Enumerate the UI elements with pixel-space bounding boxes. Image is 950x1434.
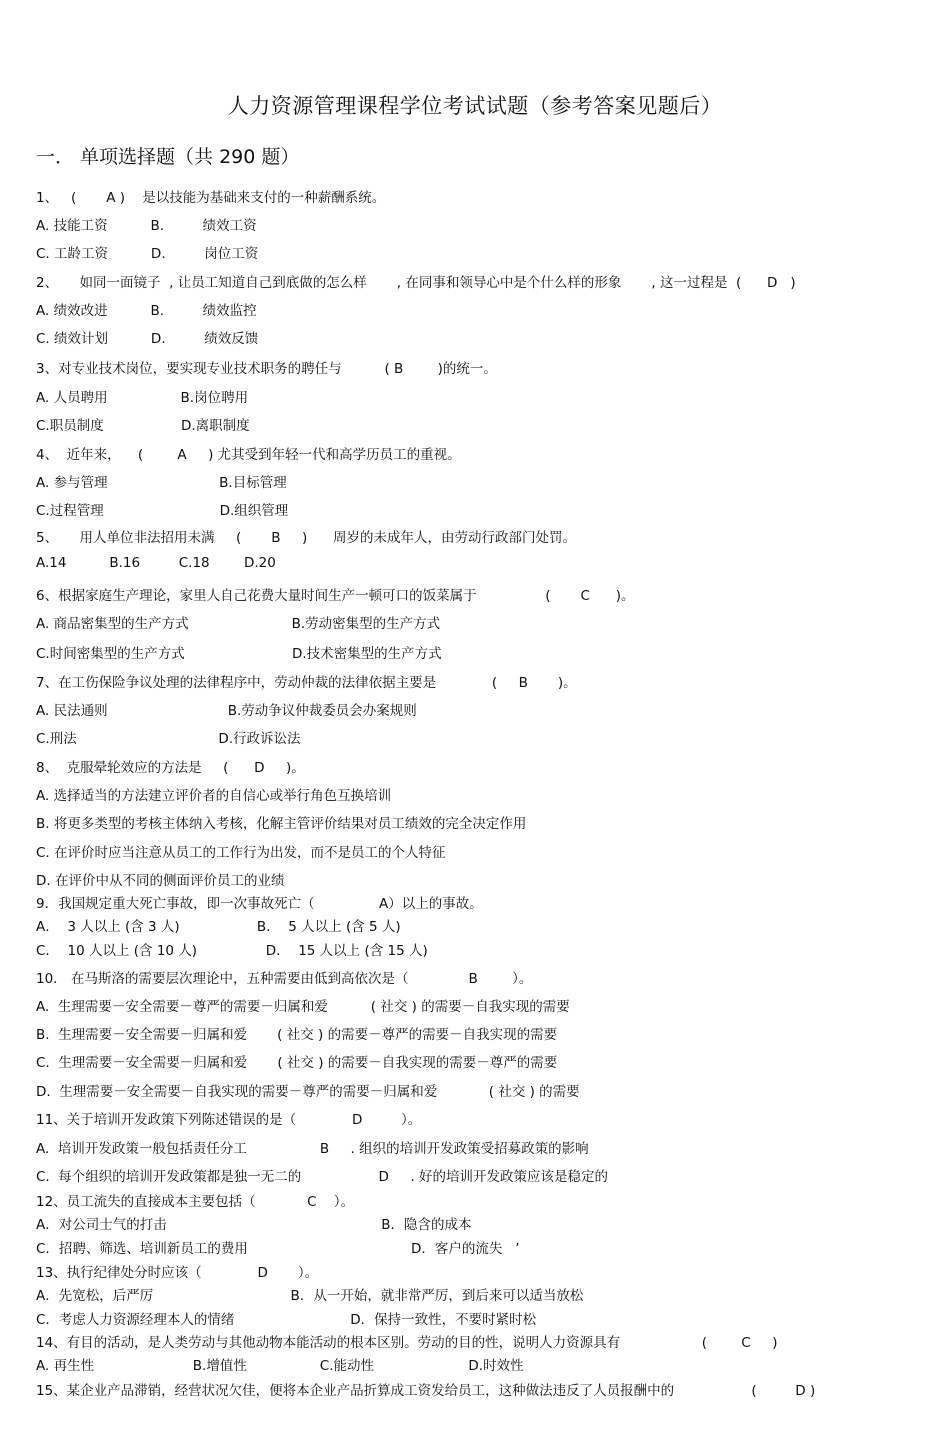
option-line: A. 生理需要－安全需要－尊严的需要－归属和爱 ( 社交 ) 的需要－自我实现的需要	[36, 999, 570, 1015]
question-5: 5、 用人单位非法招用未满 ( B ) 周岁的未成年人，由劳动行政部门处罚。	[36, 530, 577, 546]
option-line: B. 将更多类型的考核主体纳入考核，化解主管评价结果对员工绩效的完全决定作用	[36, 816, 527, 832]
option-line: C． 10 人以上 (含 10 人) D． 15 人以上 (含 15 人)	[36, 943, 428, 959]
option-line: A． 3 人以上 (含 3 人) B． 5 人以上 (含 5 人)	[36, 919, 401, 935]
option-line: A. 参与管理 B.目标管理	[36, 475, 287, 491]
option-line: C. 生理需要－安全需要－归属和爱 ( 社交 ) 的需要－自我实现的需要－尊严的需要	[36, 1055, 558, 1071]
option-line: A. 选择适当的方法建立评价者的自信心或举行角色互换培训	[36, 788, 392, 804]
page-title: 人力资源管理课程学位考试试题（参考答案见题后）	[227, 94, 723, 118]
option-line: C. 绩效计划 D. 绩效反馈	[36, 331, 259, 347]
option-line: C．招聘、筛选、培训新员工的费用 D．客户的流失 ’	[36, 1241, 520, 1257]
option-line: A．对公司士气的打击 B．隐含的成本	[36, 1217, 472, 1233]
option-line: A.14 B.16 C.18 D.20	[36, 555, 276, 571]
option-line: A. 商品密集型的生产方式 B.劳动密集型的生产方式	[36, 616, 441, 632]
question-4: 4、 近年来， ( A ) 尤其受到年轻一代和高学历员工的重视。	[36, 447, 461, 463]
option-line: A. 人员聘用 B.岗位聘用	[36, 390, 249, 406]
question-13: 13、执行纪律处分时应该（ D ）。	[36, 1265, 319, 1281]
option-line: C．考虑人力资源经理本人的情绪 D．保持一致性，不要时紧时松	[36, 1312, 537, 1328]
question-12: 12、员工流失的直接成本主要包括（ C ）。	[36, 1194, 355, 1210]
question-7: 7、在工伤保险争议处理的法律程序中，劳动仲裁的法律依据主要是 ( B )。	[36, 675, 577, 691]
question-1: 1、 ( A ) 是以技能为基础来支付的一种薪酬系统。	[36, 190, 386, 206]
option-line: A. 民法通则 B.劳动争议仲裁委员会办案规则	[36, 703, 417, 719]
question-3: 3、对专业技术岗位，要实现专业技术职务的聘任与 ( B )的统一。	[36, 361, 497, 377]
question-15: 15、某企业产品滞销，经营状况欠佳，便将本企业产品折算成工资发给员工，这种做法违反了人员报酬中的 ( D )	[36, 1383, 816, 1399]
option-line: A．先宽松，后严厉 B．从一开始，就非常严厉，到后来可以适当放松	[36, 1288, 584, 1304]
question-11: 11、关于培训开发政策下列陈述错误的是（ D ）。	[36, 1112, 422, 1128]
question-10: 10． 在马斯洛的需要层次理论中，五种需要由低到高依次是（ B ）。	[36, 971, 533, 987]
option-line: A. 绩效改进 B. 绩效监控	[36, 303, 257, 319]
option-line: C.职员制度 D.离职制度	[36, 418, 250, 434]
option-line: C. 在评价时应当注意从员工的工作行为出发，而不是员工的个人特征	[36, 845, 446, 861]
option-line: B. 生理需要－安全需要－归属和爱 ( 社交 ) 的需要－尊严的需要－自我实现的需要	[36, 1027, 558, 1043]
option-line: A. 培训开发政策一般包括责任分工 B . 组织的培训开发政策受招募政策的影响	[36, 1141, 589, 1157]
option-line: D. 在评价中从不同的侧面评价员工的业绩	[36, 873, 285, 889]
option-line: C.时间密集型的生产方式 D.技术密集型的生产方式	[36, 646, 442, 662]
question-6: 6、根据家庭生产理论，家里人自己花费大量时间生产一顿可口的饭菜属于 ( C )。	[36, 588, 635, 604]
option-line: D. 生理需要－安全需要－自我实现的需要－尊严的需要－归属和爱 ( 社交 ) 的需要	[36, 1084, 580, 1100]
option-line: C.刑法 D.行政诉讼法	[36, 731, 301, 747]
option-line: C. 工龄工资 D. 岗位工资	[36, 246, 259, 262]
question-9: 9．我国规定重大死亡事故，即一次事故死亡（ A）以上的事故。	[36, 896, 483, 912]
question-14: 14、有目的活动，是人类劳动与其他动物本能活动的根本区别。劳动的目的性，说明人力资源具有 ( C )	[36, 1335, 778, 1351]
question-8: 8、 克服晕轮效应的方法是 ( D )。	[36, 760, 305, 776]
option-line: C. 每个组织的培训开发政策都是独一无二的 D . 好的培训开发政策应该是稳定的	[36, 1169, 608, 1185]
question-2: 2、 如同一面镜子 , 让员工知道自己到底做的怎么样 , 在同事和领导心中是个什么样的形象 , 这一过程是 ( D )	[36, 275, 796, 291]
option-line: C.过程管理 D.组织管理	[36, 503, 289, 519]
section-heading: 一． 单项选择题（共 290 题）	[36, 146, 300, 168]
option-line: A. 技能工资 B. 绩效工资	[36, 218, 257, 234]
option-line: A. 再生性 B.增值性 C.能动性 D.时效性	[36, 1358, 524, 1374]
